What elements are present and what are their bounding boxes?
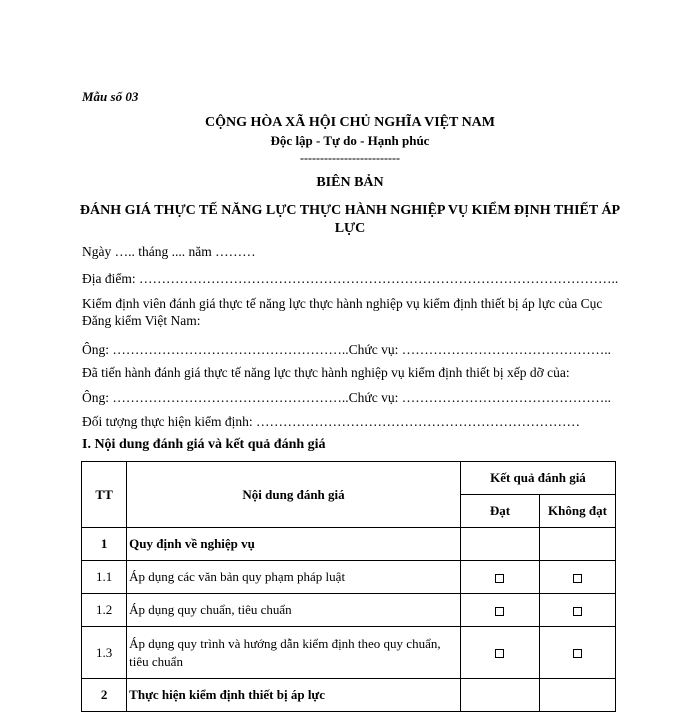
table-row [82,627,616,679]
form-code: Mẫu số 03 [82,89,139,104]
fail-checkbox[interactable] [573,574,582,583]
fail-cell [539,627,615,679]
subject-field: Đối tượng thực hiện kiểm định: ……………………………………………………………… [82,414,581,429]
fail-cell [539,679,615,712]
lifting-intro: Đã tiến hành đánh giá thực tế năng lực thực hành nghiệp vụ kiểm định thiết bị xếp dỡ của: [82,365,570,380]
person-field-2: Ông: ……………………………………………..Chức vụ: ……………………………………….. [82,390,611,405]
table-row [82,679,616,712]
row-content: Thực hiện kiểm định thiết bị áp lực [127,679,461,712]
row-content: Quy định về nghiệp vụ [127,528,461,561]
document-subtitle: ĐÁNH GIÁ THỰC TẾ NĂNG LỰC THỰC HÀNH NGHIỆP VỤ KIỂM ĐỊNH THIẾT ÁP LỰC [79,203,621,236]
pass-cell [460,528,539,561]
section-heading: I. Nội dung đánh giá và kết quả đánh giá [82,437,326,452]
header-content: Nội dung đánh giá [127,462,461,528]
national-title: CỘNG HÒA XÃ HỘI CHỦ NGHĨA VIỆT NAM [204,115,495,130]
pass-cell [460,594,539,627]
row-number: 1.3 [82,627,127,679]
national-motto: Độc lập - Tự do - Hạnh phúc [270,133,430,148]
pass-checkbox[interactable] [495,607,504,616]
table-row [82,561,616,594]
header-result: Kết quả đánh giá [460,462,615,495]
fail-checkbox[interactable] [573,607,582,616]
date-field: Ngày ….. tháng .... năm ……… [82,244,256,259]
header-fail: Không đạt [539,495,615,528]
table-row [82,594,616,627]
fail-checkbox[interactable] [573,649,582,658]
row-content: Áp dụng quy trình và hướng dẫn kiểm định theo quy chuẩn, tiêu chuẩn [127,627,461,679]
pass-cell [460,561,539,594]
fail-cell [539,594,615,627]
pass-cell [460,627,539,679]
document-title: BIÊN BẢN [316,175,384,190]
inspector-intro: Kiểm định viên đánh giá thực tế năng lực thực hành nghiệp vụ kiểm định thiết bị áp lực của Cục Đăng kiểm Việt Nam: [82,296,603,328]
fail-cell [539,561,615,594]
fail-cell [539,528,615,561]
row-number: 1.2 [82,594,127,627]
row-number: 1.1 [82,561,127,594]
row-content: Áp dụng quy chuẩn, tiêu chuẩn [127,594,461,627]
row-number: 2 [82,679,127,712]
header-pass: Đạt [460,495,539,528]
header-divider: ------------------------- [300,151,400,165]
person-field-1: Ông: ……………………………………………..Chức vụ: ……………………………………….. [82,342,611,357]
pass-checkbox[interactable] [495,574,504,583]
location-field: Địa điểm: …………………………………………………………………………………………….. [82,271,619,286]
pass-cell [460,679,539,712]
header-tt: TT [82,462,127,528]
table-row [82,528,616,561]
row-number: 1 [82,528,127,561]
evaluation-table [81,461,616,712]
pass-checkbox[interactable] [495,649,504,658]
row-content: Áp dụng các văn bản quy phạm pháp luật [127,561,461,594]
